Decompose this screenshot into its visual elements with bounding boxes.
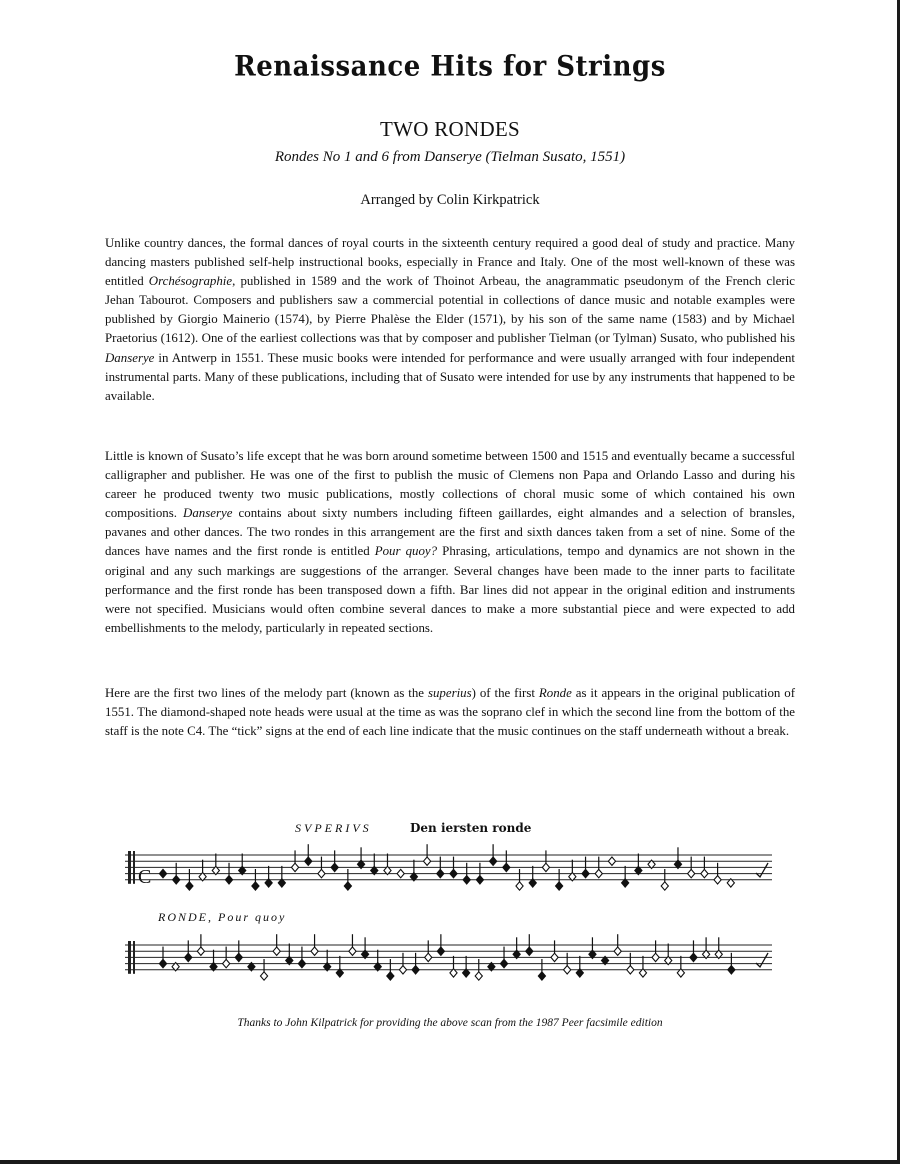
paragraph-text: Phrasing, articulations, tempo and dynamics are not shown in the original and any such markings are suggestions of the arranger. Several changes have been made to the inner parts to facilitate performance and the first ronde has been transposed down a fifth. Bar lines did not appear in the original edition and instruments were not specified. Musicians would often combine several dances to make a more substantial piece and were expected to add embellishments to the melody, particularly in repeated sections.	[105, 544, 795, 635]
note-head	[551, 953, 558, 961]
note-head	[186, 882, 193, 890]
note-head	[399, 966, 406, 974]
facsimile-score	[0, 805, 900, 1035]
note-head	[159, 959, 166, 967]
note-head	[542, 863, 549, 871]
clef-bar	[128, 941, 131, 974]
note-head	[701, 869, 708, 877]
custos-tick	[756, 863, 768, 877]
note-head	[437, 947, 444, 955]
note-head	[516, 882, 523, 890]
note-head	[318, 869, 325, 877]
note-head	[526, 947, 533, 955]
scan-credit-caption: Thanks to John Kilpatrick for providing the above scan from the 1987 Peer facsimile edition	[237, 1017, 663, 1029]
note-head	[503, 863, 510, 871]
note-head	[235, 953, 242, 961]
custos-tick	[756, 953, 768, 967]
note-head	[223, 959, 230, 967]
note-head	[344, 882, 351, 890]
note-head	[423, 857, 430, 865]
note-head	[614, 947, 621, 955]
dance-title-pour-quoy: Pour quoy?	[374, 544, 438, 559]
note-head	[538, 972, 545, 980]
staff-line-2	[125, 934, 772, 980]
paragraph-text: Here are the first two lines of the melody part (known as the	[105, 686, 428, 700]
note-head	[225, 876, 232, 884]
note-head	[652, 953, 659, 961]
note-head	[500, 959, 507, 967]
note-head	[490, 857, 497, 865]
note-head	[412, 966, 419, 974]
clef-bar	[128, 851, 131, 884]
note-head	[556, 882, 563, 890]
book-title-orchesographie: Orchésographie	[148, 274, 233, 289]
note-head	[260, 972, 267, 980]
note-head	[714, 876, 721, 884]
note-head	[688, 869, 695, 877]
note-head	[425, 953, 432, 961]
paragraph-text: ) of the first	[471, 686, 539, 700]
note-head	[298, 959, 305, 967]
note-head	[185, 953, 192, 961]
note-head	[476, 876, 483, 884]
note-head	[387, 972, 394, 980]
note-head	[305, 857, 312, 865]
paragraph-facsimile	[105, 684, 795, 741]
note-head	[728, 966, 735, 974]
time-signature: C	[138, 866, 152, 888]
voice-label: SVPERIVS	[295, 821, 372, 835]
note-head	[331, 863, 338, 871]
note-head	[197, 947, 204, 955]
page-border-bottom	[0, 1160, 900, 1164]
paragraph-text: Unlike country dances, the formal dances of royal courts in the sixteenth century required a good deal of study and practice. Many dancing masters published self-help instructional books, especially in France and Italy. One of the most well-known of these was entitled	[105, 236, 795, 289]
series-title: Renaissance Hits for Strings	[234, 50, 666, 84]
paragraph-intro	[105, 234, 795, 406]
staff-line-1	[125, 844, 772, 890]
note-head	[608, 857, 615, 865]
paragraph-susato	[105, 447, 795, 638]
term-ronde: Ronde	[538, 686, 572, 700]
subtitle: Rondes No 1 and 6 from Danserye (Tielman Susato, 1551)	[274, 149, 626, 165]
line2-label: RONDE, Pour quoy	[158, 910, 287, 924]
note-head	[690, 953, 697, 961]
note-head	[273, 947, 280, 955]
score-heading: Den iersten ronde	[410, 821, 532, 835]
note-head	[661, 882, 668, 890]
note-head	[450, 869, 457, 877]
clef-bar	[133, 941, 135, 974]
clef-bar	[133, 851, 135, 884]
note-head	[349, 947, 356, 955]
arranger-credit: Arranged by Colin Kirkpatrick	[360, 192, 540, 208]
paragraph-text: in Antwerp in 1551. These music books were intended for performance and were usually arranged with four independent instrumental parts. Many of these publications, including that of Susato were intended for use by any instruments that happened to be available.	[105, 350, 795, 403]
note-head	[564, 966, 571, 974]
note-head	[595, 869, 602, 877]
note-head	[397, 869, 404, 877]
note-head	[463, 876, 470, 884]
note-head	[627, 966, 634, 974]
note-head	[582, 869, 589, 877]
paragraph-text: contains about sixty numbers including fifteen gaillardes, eight almandes and a selection of bransles, pavanes and other dances. The two rondes in this arrangement are the first and sixth dances taken from a set of nine. Some of the dances have names and the first ronde is entitled	[105, 506, 795, 559]
paragraph-text: as it appears in the original publication of 1551. The diamond-shaped note heads were usual at the time as was the soprano clef in which the second line from the bottom of the staff is the note C4. The “tick” signs at the end of each line indicate that the music continues on the staff underneath without a break.	[105, 686, 796, 739]
book-title-danserye: Danserye	[105, 350, 155, 365]
note-head	[437, 869, 444, 877]
note-head	[173, 876, 180, 884]
page-title: TWO RONDES	[379, 117, 521, 141]
note-head	[475, 972, 482, 980]
note-head	[159, 869, 166, 877]
note-head	[311, 947, 318, 955]
paragraph-text: Little is known of Susato’s life except that he was born around sometime between 1500 and 1515 and eventually became a successful calligrapher and publisher. He was one of the first to publish the music of Clemens non Papa and Orlando Lasso and during his career he produced twenty two music publications, mostly collections of choral music some of which contained his own compositions.	[105, 449, 795, 521]
term-superius: superius	[427, 686, 472, 700]
note-head	[291, 863, 298, 871]
note-head	[252, 882, 259, 890]
book-title-danserye: Danserye	[183, 506, 233, 521]
paragraph-text: , published in 1589 and the work of Thoinot Arbeau, the anagrammatic pseudonym of the French cleric Jehan Tabourot. Composers and publishers saw a commercial potential in collections of dance music and notable examples were published by Giorgio Mainerio (1574), by Pierre Phalèse the Elder (1571), by his son of the same name (1583) and by Michael Praetorius (1612). One of the earliest collections was that by composer and publisher Tielman (or Tylman) Susato, who published his	[105, 274, 796, 346]
